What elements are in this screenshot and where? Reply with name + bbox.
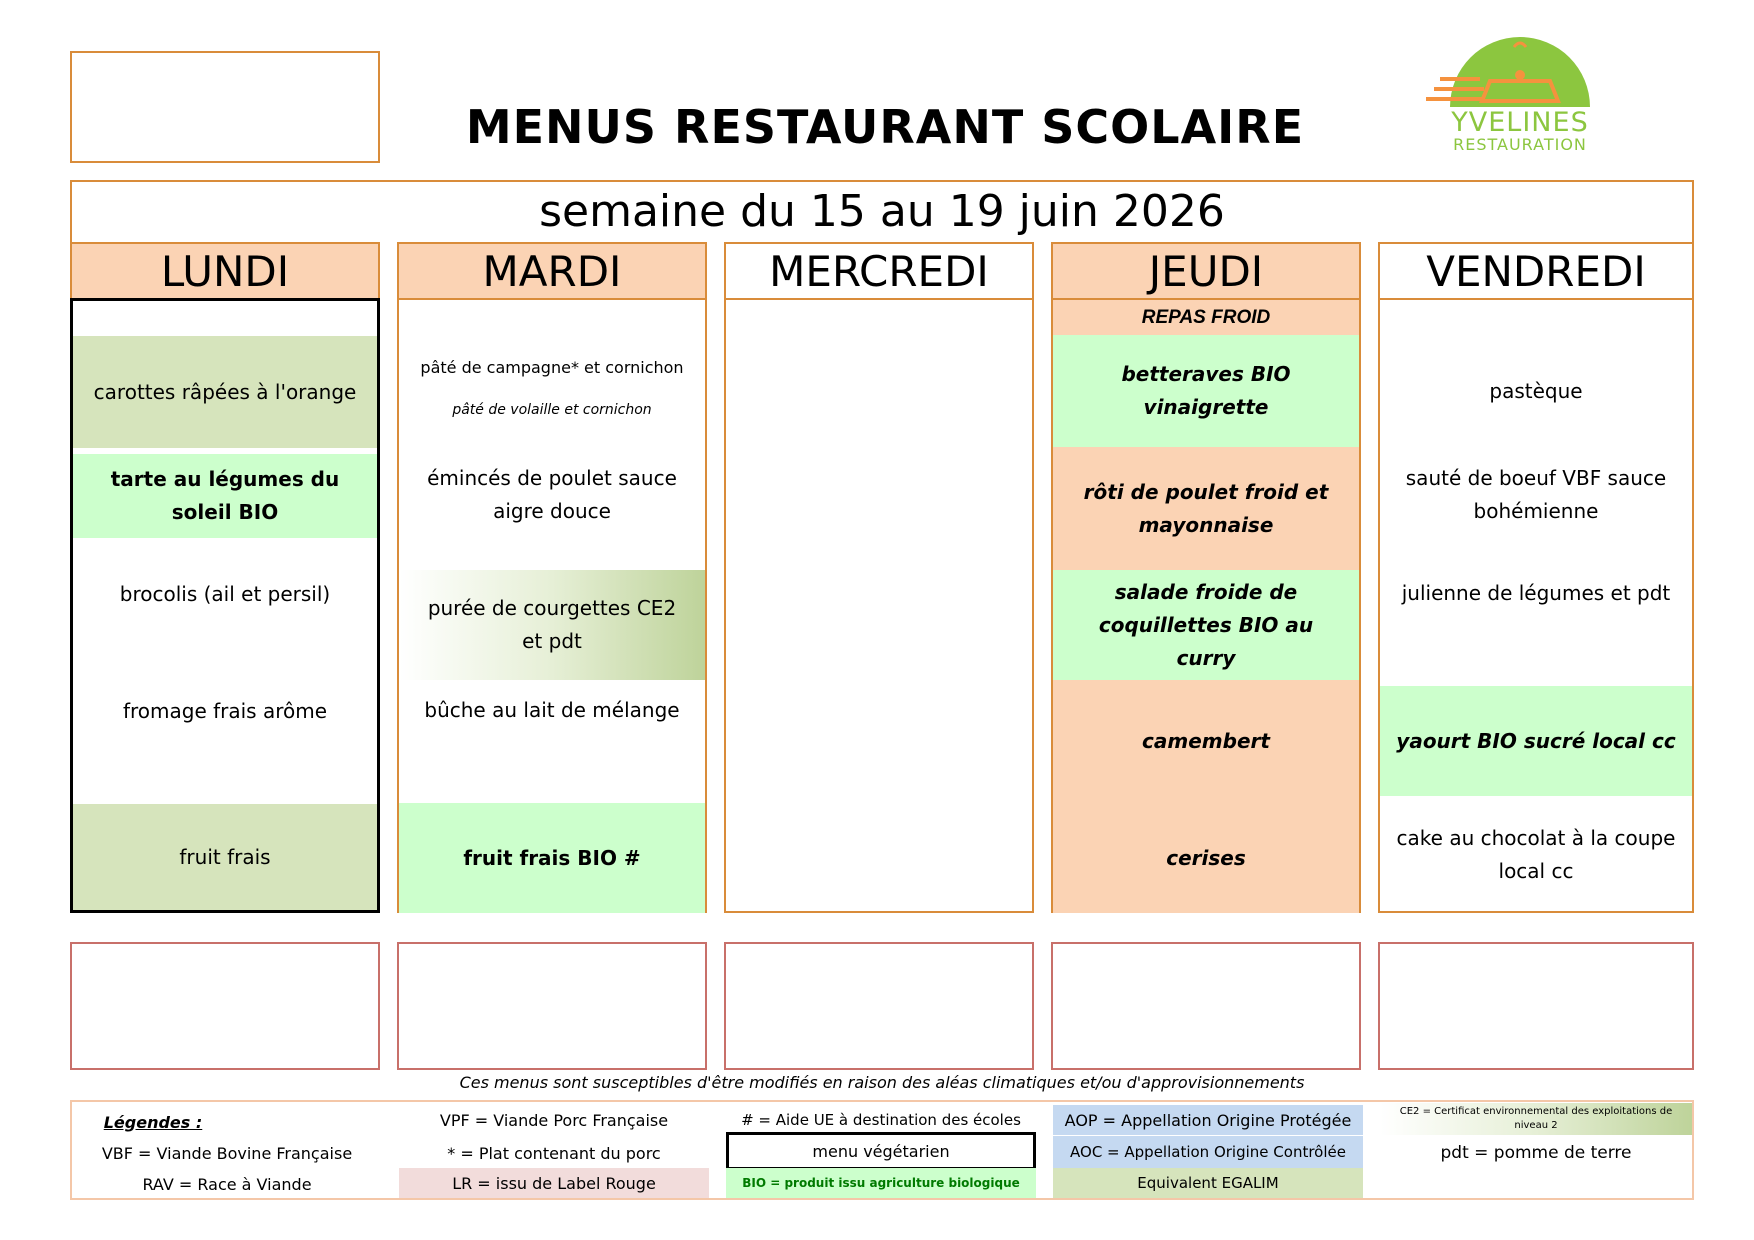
- legend-vbf: VBF = Viande Bovine Française: [101, 1143, 353, 1163]
- menu-mardi-entree-alt: pâté de volaille et cornichon: [452, 401, 652, 418]
- notes-box-jeudi: [1051, 942, 1361, 1070]
- week-title: semaine du 15 au 19 juin 2026: [539, 186, 1225, 237]
- menu-mardi-accompagnement: purée de courgettes CE2 et pdt: [399, 570, 705, 680]
- day-column-jeudi: [1051, 298, 1361, 913]
- legend-aoc: AOC = Appellation Origine Contrôlée: [1053, 1136, 1363, 1168]
- day-header-mercredi: MERCREDI: [724, 242, 1034, 300]
- legend-lr: LR = issu de Label Rouge: [399, 1168, 709, 1198]
- cloche-icon: [1420, 35, 1620, 113]
- day-column-mardi: [397, 298, 707, 913]
- legend-aop: AOP = Appellation Origine Protégée: [1053, 1105, 1363, 1135]
- legend-bio: BIO = produit issu agriculture biologique: [726, 1168, 1036, 1198]
- menu-mardi-laitage: bûche au lait de mélange: [424, 697, 680, 722]
- menu-mardi-entree: pâté de campagne* et cornichon: [420, 358, 684, 377]
- menu-mardi-plat: émincés de poulet sauce aigre douce: [427, 466, 677, 523]
- notes-box-vendredi: [1378, 942, 1694, 1070]
- legend-porc: * = Plat contenant du porc: [447, 1143, 661, 1163]
- menu-vendredi-dessert: cake au chocolat à la coupe local cc: [1396, 826, 1676, 883]
- menu-lundi-plat: tarte au légumes du soleil BIO: [73, 454, 377, 538]
- menu-mardi-dessert: fruit frais BIO #: [399, 803, 705, 913]
- legend-hash: # = Aide UE à destination des écoles: [741, 1111, 1021, 1129]
- menu-vendredi-laitage: yaourt BIO sucré local cc: [1380, 686, 1692, 796]
- menu-lundi-entree: carottes râpées à l'orange: [73, 336, 377, 448]
- logo-placeholder-box: [70, 51, 380, 163]
- yvelines-restauration-logo: [1420, 35, 1620, 160]
- legend-rav: RAV = Race à Viande: [142, 1174, 312, 1194]
- day-header-vendredi: VENDREDI: [1378, 242, 1694, 300]
- menu-jeudi-accompagnement: salade froide de coquillettes BIO au curry: [1053, 570, 1359, 680]
- legend-pdt: pdt = pomme de terre: [1440, 1143, 1632, 1163]
- day-column-vendredi: [1378, 298, 1694, 913]
- legend-box: [70, 1100, 1694, 1200]
- legend-egalim: Equivalent EGALIM: [1053, 1168, 1363, 1198]
- menu-jeudi-laitage: camembert: [1053, 680, 1359, 803]
- logo-text-yvelines: YVELINES: [1451, 107, 1589, 138]
- day-column-lundi: [70, 298, 380, 913]
- legend-title: Légendes :: [103, 1112, 203, 1132]
- logo-text-restauration: RESTAURATION: [1453, 135, 1587, 154]
- menu-mardi-entree-block: [399, 335, 705, 447]
- notes-box-mercredi: [724, 942, 1034, 1070]
- menu-jeudi-note: REPAS FROID: [1053, 300, 1359, 335]
- menu-lundi-accompagnement: brocolis (ail et persil): [119, 581, 331, 606]
- menu-jeudi-dessert: cerises: [1053, 803, 1359, 913]
- day-column-mercredi: [724, 298, 1034, 913]
- day-header-lundi: LUNDI: [70, 242, 380, 300]
- day-header-mardi: MARDI: [397, 242, 707, 300]
- menu-jeudi-entree: betteraves BIO vinaigrette: [1053, 335, 1359, 447]
- menu-vendredi-entree: pastèque: [1489, 378, 1583, 403]
- menu-lundi-laitage: fromage frais arôme: [122, 698, 328, 723]
- page-title: MENUS RESTAURANT SCOLAIRE: [465, 100, 1305, 154]
- disclaimer-text: Ces menus sont susceptibles d'être modifiés en raison des aléas climatiques et/ou d'approvisionnements: [459, 1073, 1305, 1092]
- menu-vendredi-accompagnement: julienne de légumes et pdt: [1401, 580, 1671, 605]
- menu-jeudi-plat: rôti de poulet froid et mayonnaise: [1053, 447, 1359, 570]
- legend-vegetarien: menu végétarien: [726, 1132, 1036, 1170]
- legend-ce2: CE2 = Certificat environnemental des exploitations de niveau 2: [1380, 1103, 1692, 1135]
- day-header-jeudi: JEUDI: [1051, 242, 1361, 300]
- notes-box-mardi: [397, 942, 707, 1070]
- notes-box-lundi: [70, 942, 380, 1070]
- legend-vpf: VPF = Viande Porc Française: [439, 1110, 669, 1130]
- menu-vendredi-plat: sauté de boeuf VBF sauce bohémienne: [1405, 466, 1667, 523]
- menu-lundi-dessert: fruit frais: [73, 804, 377, 910]
